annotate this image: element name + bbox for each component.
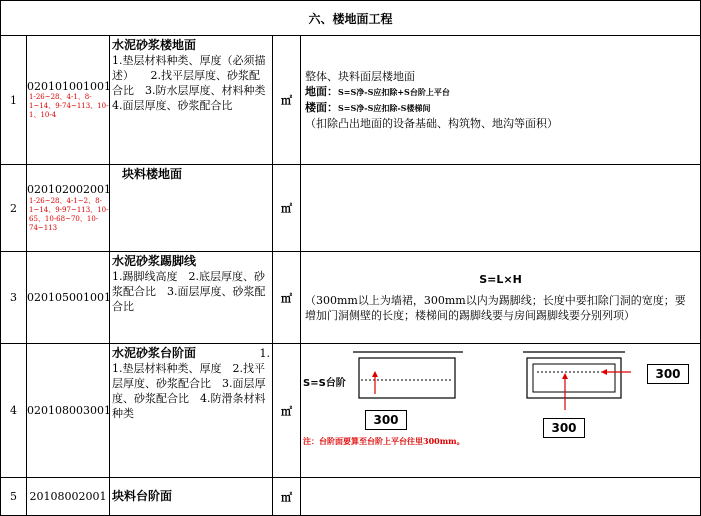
- rule-note: 注：台阶面要算至台阶上平台往里300mm。: [303, 436, 465, 446]
- quota-refs: 1-26~28、4-1~2、8-1~14、9-97~113、10-65、10-68~70、10-74~113: [29, 196, 109, 232]
- item-code-cell: [27, 36, 110, 165]
- dimension-label: 300: [543, 418, 585, 438]
- item-features: 1.踢脚线高度 2.底层厚度、砂浆配合比 3.面层厚度、砂浆配合比: [112, 270, 266, 313]
- item-features-cell: [110, 478, 273, 516]
- row-number: 1: [1, 36, 27, 165]
- item-features: 1.垫层材料种类、厚度（必须描述） 2.找平层厚度、砂浆配合比 3.防水层厚度、材料种类 4.面层厚度、砂浆配合比: [112, 54, 277, 112]
- item-name: 水泥砂浆台阶面: [112, 346, 197, 360]
- row-number: 3: [1, 252, 27, 344]
- calc-rule-cell: [301, 478, 701, 516]
- table-row: [1, 165, 701, 252]
- unit: ㎡: [273, 344, 301, 478]
- rule-formula: S=S净-S应扣除+S台阶上平台: [338, 87, 450, 97]
- item-features-cell: [110, 344, 273, 478]
- quota-refs: 1-26~28、4-1、8-1~14、9-74~113、10-1、10-4: [29, 93, 109, 120]
- item-features: 1.垫层材料种类、厚度 2.找平层厚度、砂浆配合比 3.面层厚度、砂浆配合比 4.防滑条材料种类: [112, 362, 266, 420]
- item-code: 020102002001: [27, 183, 111, 197]
- step-diagram: [301, 344, 699, 476]
- unit: ㎡: [273, 165, 301, 252]
- item-name: 水泥砂浆楼地面: [112, 38, 197, 52]
- rule-text: （300mm以上为墙裙，300mm以内为踢脚线；长度中要扣除门洞的宽度；要增加门洞侧壁的长度；楼梯间的踢脚线要与房间踢脚线要分别列项）: [305, 294, 686, 322]
- item-features-cell: [110, 36, 277, 165]
- dimension-label: 300: [647, 364, 689, 384]
- item-code: 020105001001: [27, 252, 110, 344]
- table-row: [1, 36, 701, 165]
- item-features-cell: [110, 165, 273, 252]
- item-code: 020101001001: [27, 79, 111, 93]
- calc-rule-cell: [301, 344, 701, 478]
- calc-rule-cell: [301, 252, 701, 344]
- rule-formula: S=L×H: [479, 273, 522, 286]
- rule-label: 楼面：: [305, 101, 338, 114]
- unit: ㎡: [273, 478, 301, 516]
- rule-label: 地面：: [305, 85, 338, 98]
- item-name: 块料楼地面: [122, 167, 183, 181]
- unit: ㎡: [273, 36, 301, 165]
- item-name: 块料台阶面: [112, 489, 173, 503]
- item-code-cell: [27, 165, 110, 252]
- table-row: [1, 344, 701, 478]
- item-code: 20108002001: [27, 478, 110, 516]
- row-number: 2: [1, 165, 27, 252]
- table-row: [1, 252, 701, 344]
- section-title: 六、楼地面工程: [1, 1, 701, 36]
- item-features-cell: [110, 252, 273, 344]
- rule-formula: S=S净-S应扣除-S楼梯间: [338, 103, 431, 113]
- calc-rule-cell: [301, 36, 701, 165]
- rule-formula: S=S台阶: [303, 378, 346, 389]
- dimension-label: 300: [365, 410, 407, 430]
- rule-text: 整体、块料面层楼地面: [305, 70, 415, 83]
- unit: ㎡: [273, 252, 301, 344]
- row-number: 4: [1, 344, 27, 478]
- table-row: [1, 478, 701, 516]
- row-number: 5: [1, 478, 27, 516]
- item-code: 020108003001: [27, 344, 110, 478]
- item-name: 水泥砂浆踢脚线: [112, 254, 197, 268]
- calc-rule-cell: [301, 165, 701, 252]
- list-number: 1.: [259, 347, 270, 360]
- rule-text: （扣除凸出地面的设备基础、构筑物、地沟等面积）: [305, 117, 558, 130]
